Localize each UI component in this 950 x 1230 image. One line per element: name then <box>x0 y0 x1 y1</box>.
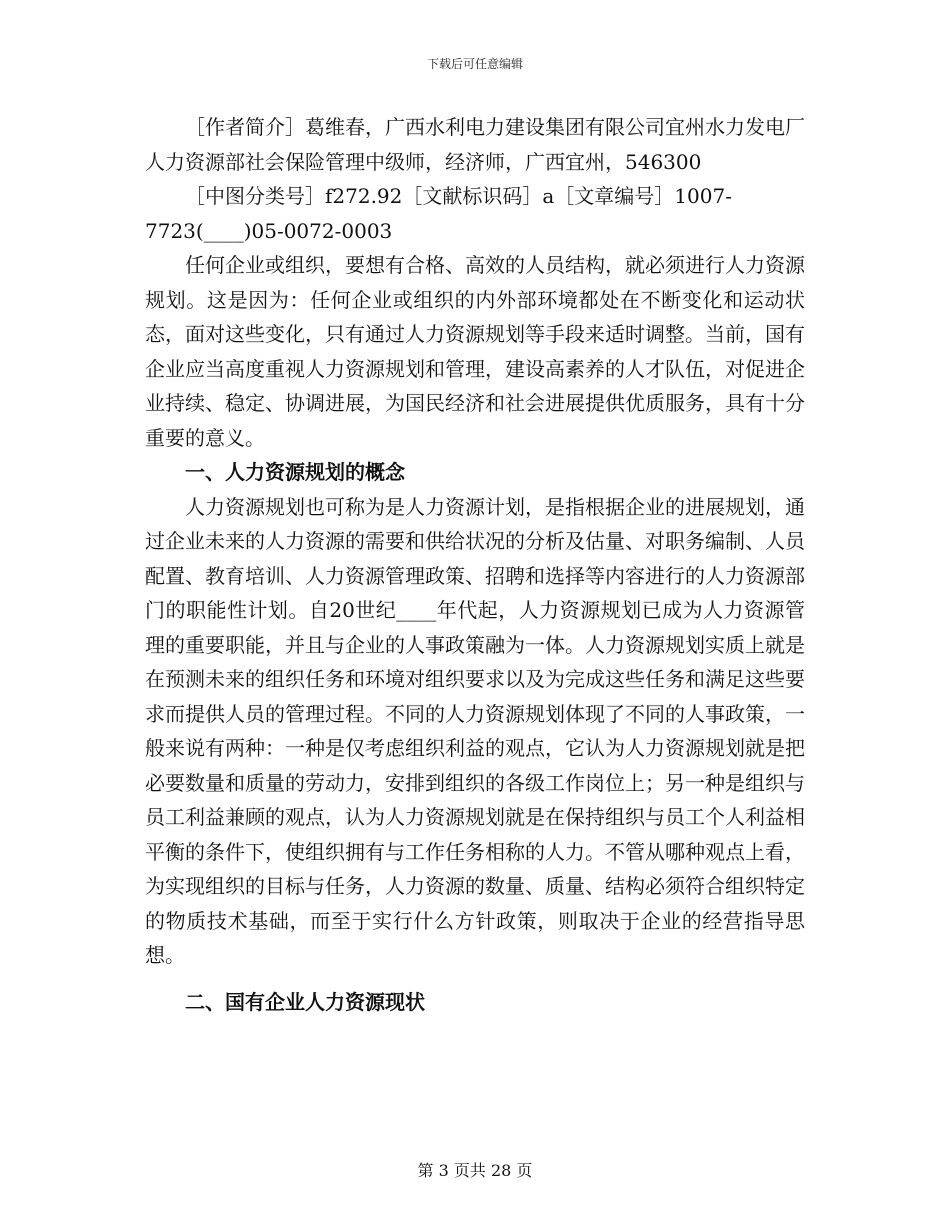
header-note: 下载后可任意编辑 <box>426 57 523 71</box>
classification-line-1: ［中图分类号］f272.92［文献标识码］a［文章编号］1007- <box>185 184 732 208</box>
document-body <box>145 110 805 1019</box>
classification-line-2: 7723(____)05-0072-0003 <box>145 218 393 243</box>
intro-paragraph: 任何企业或组织，要想有合格、高效的人员结构，就必须进行人力资源规划。这是因为：任何企业或组织的内外部环境都处在不断变化和运动状态，面对这些变化，只有通过人力资源规划等手段来适时调整。当前，国有企业应当高度重视人力资源规划和管理，建设高素养的人才队伍，对促进企业持续、稳定、协调进展，为国民经济和社会进展提供优质服务，具有十分重要的意义。 <box>145 253 805 450</box>
author-intro: ［作者简介］葛维春，广西水利电力建设集团有限公司宜州水力发电厂人力资源部社会保险管理中级师，经济师，广西宜州，546300 <box>145 115 805 174</box>
page-footer: 第 3 页共 28 页 <box>417 1161 533 1180</box>
section-1-body: 人力资源规划也可称为是人力资源计划，是指根据企业的进展规划，通过企业未来的人力资源的需要和供给状况的分析及估量、对职务编制、人员配置、教育培训、人力资源管理政策、招聘和选择等内容进行的人力资源部门的职能性计划。自20世纪____年代起，人力资源规划已成为人力资源管理的重要职能，并且与企业的人事政策融为一体。人力资源规划实质上就是在预测未来的组织任务和环境对组织要求以及为完成这些任务和满足这些要求而提供人员的管理过程。不同的人力资源规划体现了不同的人事政策，一般来说有两种：一种是仅考虑组织利益的观点，它认为人力资源规划就是把必要数量和质量的劳动力，安排到组织的各级工作岗位上；另一种是组织与员工利益兼顾的观点，认为人力资源规划就是在保持组织与员工个人利益相平衡的条件下，使组织拥有与工作任务相称的人力。不管从哪种观点上看，为实现组织的目标与任务，人力资源的数量、质量、结构必须符合组织特定的物质技术基础，而至于实行什么方针政策，则取决于企业的经营指导思想。 <box>145 494 805 967</box>
section-2-title: 二、国有企业人力资源现状 <box>185 989 425 1014</box>
section-1-title: 一、人力资源规划的概念 <box>185 460 405 484</box>
